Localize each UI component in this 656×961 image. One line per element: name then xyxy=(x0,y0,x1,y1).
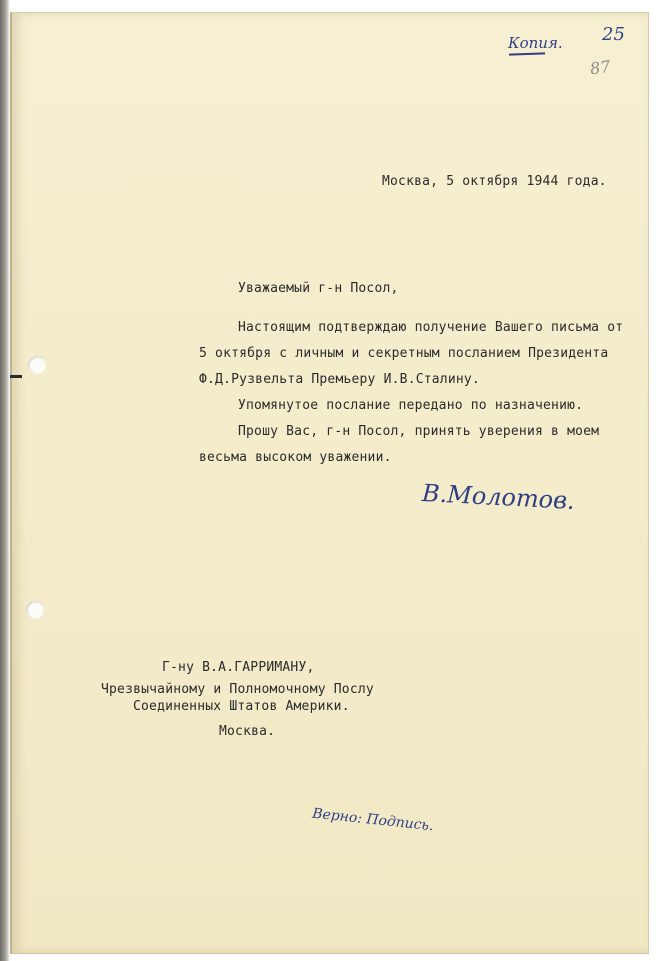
certification-note: Верно: Подпись. xyxy=(311,805,435,835)
body-line: весьма высоком уважении. xyxy=(199,450,392,465)
addressee-line: Г-ну В.А.ГАРРИМАНУ, xyxy=(162,660,315,675)
body-line: Упомянутое послание передано по назначению. xyxy=(238,398,584,413)
body-line: Прошу Вас, г-н Посол, принять уверения в моем xyxy=(238,424,600,439)
pencil-annotation: 87 xyxy=(588,56,612,79)
margin-mark xyxy=(10,375,22,378)
addressee-line: Москва. xyxy=(219,724,276,739)
punch-hole-top xyxy=(28,356,46,374)
page-number: 25 xyxy=(602,24,625,45)
copy-annotation: Копия. xyxy=(508,34,563,52)
salutation: Уважаемый г-н Посол, xyxy=(238,281,399,296)
date-line: Москва, 5 октября 1944 года. xyxy=(382,174,607,189)
body-line: 5 октября с личным и секретным посланием Президента xyxy=(199,346,609,361)
body-line: Настоящим подтверждаю получение Вашего письма от xyxy=(238,320,624,335)
signature: В.Молотов. xyxy=(421,479,576,515)
addressee-line: Соединенных Штатов Америки. xyxy=(133,699,350,714)
scan-edge-shadow xyxy=(0,0,10,961)
punch-hole-bottom xyxy=(26,601,44,619)
body-line: Ф.Д.Рузвельта Премьеру И.В.Сталину. xyxy=(199,372,480,387)
addressee-line: Чрезвычайному и Полномочному Послу xyxy=(101,682,374,697)
